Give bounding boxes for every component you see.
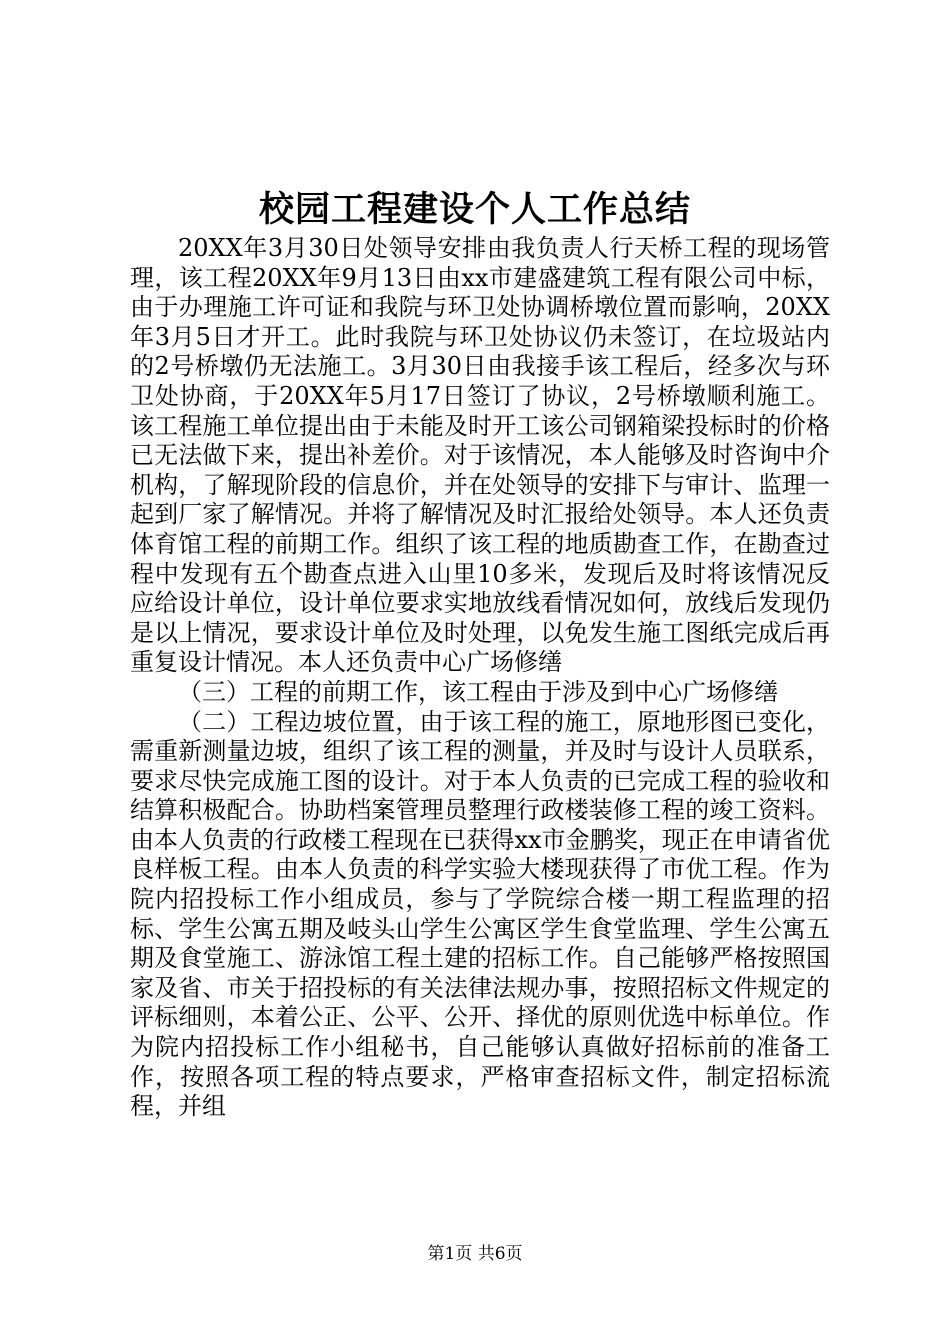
paragraph-1: 20XX年3月30日处领导安排由我负责人行天桥工程的现场管理，该工程20XX年9月13日由xx市建盛建筑工程有限公司中标，由于办理施工许可证和我院与环卫处协调桥墩位置而影响，20XX年3月5日才开工。此时我院与环卫处协议仍未签订，在垃圾站内的2号桥墩仍无法施工。3月30日由我接手该工程后，经多次与环卫处协商，于20XX年5月17日签订了协议，2号桥墩顺利施工。该工程施工单位提出由于未能及时开工该公司钢箱梁投标时的价格已无法做下来，提出补差价。对于该情况，本人能够及时咨询中介机构，了解现阶段的信息价，并在处领导的安排下与审计、监理一起到厂家了解情况。并将了解情况及时汇报给处领导。本人还负责体育馆工程的前期工作。组织了该工程的地质勘查工作，在勘查过程中发现有五个勘查点进入山里10多米，发现后及时将该情况反应给设计单位，设计单位要求实地放线看情况如何，放线后发现仍是以上情况，要求设计单位及时处理，以免发生施工图纸完成后再重复设计情况。本人还负责中心广场修缮	[130, 234, 830, 677]
document-title: 校园工程建设个人工作总结	[258, 189, 691, 230]
page-number: 第1页 共6页	[427, 1244, 523, 1264]
paragraph-3: （二）工程边坡位置，由于该工程的施工，原地形图已变化，需重新测量边坡，组织了该工程的测量，并及时与设计人员联系，要求尽快完成施工图的设计。对于本人负责的已完成工程的验收和结算积极配合。协助档案管理员整理行政楼装修工程的竣工资料。由本人负责的行政楼工程现在已获得xx市金鹏奖，现正在申请省优良样板工程。由本人负责的科学实验大楼现获得了市优工程。作为院内招投标工作小组成员，参与了学院综合楼一期工程监理的招标、学生公寓五期及岐头山学生公寓区学生食堂监理、学生公寓五期及食堂施工、游泳馆工程土建的招标工作。自己能够严格按照国家及省、市关于招投标的有关法律法规办事，按照招标文件规定的评标细则，本着公正、公平、公开、择优的原则优选中标单位。作为院内招投标工作小组秘书，自己能够认真做好招标前的准备工作，按照各项工程的特点要求，严格审查招标文件，制定招标流程，并组	[130, 707, 830, 1121]
paragraph-2: （三）工程的前期工作，该工程由于涉及到中心广场修缮	[178, 677, 778, 706]
document-body	[130, 234, 830, 1122]
